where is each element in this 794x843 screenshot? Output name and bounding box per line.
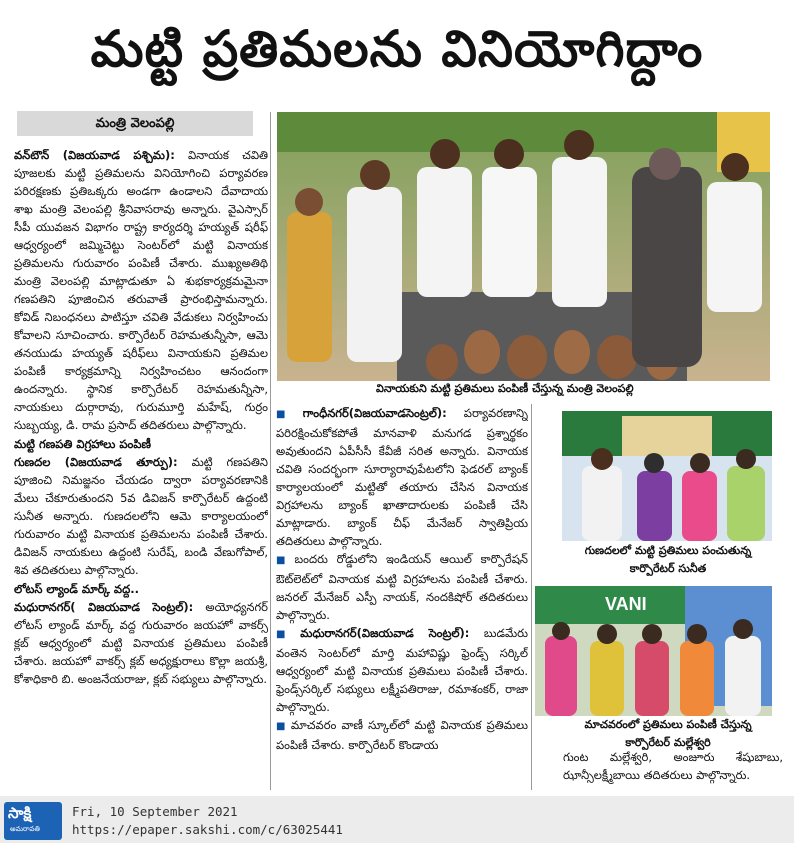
main-photo-caption: వినాయకుని మట్టి ప్రతిమలు పంపిణీ చేస్తున్న మంత్రి వెలంపల్లి bbox=[376, 382, 776, 396]
photo-machavaram-caption-line1: మాచవరంలో ప్రతిమలు పంపిణీ చేస్తున్న bbox=[563, 718, 773, 732]
article-body: మట్టి గణపతిని పూజించి నిమజ్జనం చేయడం ద్వారా పర్యావరణానికి మేలు చేకూరుతుందని 5వ డివిజన్ కార్పొరేటర్ ఉద్దంటి సునీత అన్నారు. గుణదలలోని ఆమె కార్యాలయంలో గురువారం మట్టి వినాయక ప్రతిమలను పంపిణీ చేశారు. డివిజన్ నాయకులు ఉద్దంటి సురేష్, బండి వేణుగోపాల్, శివ తదితరులు పాల్గొన్నారు. bbox=[14, 455, 268, 577]
article-body: పర్యావరణాన్ని పరిరక్షించుకోకపోతే మానవాళి మనుగడ ప్రశ్నార్థకం అవుతుందని ఏపీసీసీ కేవీజీ సరిత అన్నారు. వినాయక చవితి సందర్భంగా సూర్యారావుపేటలోని ఫెడరల్ బ్యాంక్ కార్యాలయంలో మట్టితో తయారు చేసిన వినాయక విగ్రహాలను బ్యాంక్ ఖాతాదారులకు పంపిణీ చేసి మాట్లాడారు. బ్యాంక్ చీఫ్ మేనేజర్ స్వాతిప్రియ తదితరులు పాల్గొన్నారు. bbox=[276, 406, 528, 548]
article-body: మాచవరం వాణీ స్కూల్‌లో మట్టి వినాయక ప్రతిమలు పంపిణీ చేశారు. కార్పొరేటర్ కొండాయ bbox=[276, 718, 528, 752]
column-divider bbox=[270, 112, 271, 790]
dateline: మధురానగర్(విజయవాడ సెంట్రల్): bbox=[300, 626, 470, 640]
headline: మట్టి ప్రతిమలను వినియోగిద్దాం bbox=[90, 19, 704, 78]
dateline: వన్‌టౌన్ (విజయవాడ పశ్చిమ): bbox=[14, 148, 175, 162]
bullet-icon: ■ bbox=[276, 721, 287, 732]
article-body: గుంట మల్లేశ్వరి, అంజూరు శేషుబాబు, ఝాన్సీలక్ష్మీబాయి తదితరులు పాల్గొన్నారు. bbox=[563, 750, 783, 782]
source-url-link[interactable]: https://epaper.sakshi.com/c/63025441 bbox=[72, 822, 343, 837]
photo-gunadala-caption-line2: కార్పొరేటర్ సునీత bbox=[563, 562, 773, 576]
photo-machavaram-image bbox=[535, 586, 772, 716]
photo-gunadala bbox=[562, 411, 772, 541]
photo-gunadala-caption-line1: గుణదలలో మట్టి ప్రతిమలు పంచుతున్న bbox=[563, 544, 773, 558]
dateline: గాంధీనగర్(విజయవాడసెంట్రల్): bbox=[302, 406, 447, 420]
photo-machavaram bbox=[535, 586, 772, 716]
vani-banner-text: VANI bbox=[605, 594, 647, 614]
middle-column bbox=[276, 404, 528, 794]
right-bottom-text bbox=[563, 748, 783, 792]
main-photo-image bbox=[277, 112, 770, 381]
logo-subtext: అమరావతి bbox=[10, 825, 40, 833]
bullet-icon: ■ bbox=[276, 409, 299, 420]
article-body: బుడమేరు వంతెన సెంటర్‌లో మార్తి మహావిష్ణు ఫ్రెండ్స్ సర్కిల్ ఆధ్వర్యంలో మట్టి వినాయక ప్రతిమలు పంపిణీ చేశారు. ఫ్రెండ్స్‌సర్కిల్ సభ్యులు లక్ష్మీపతిరాజు, రమాశంకర్, రాజా పాల్గొన్నారు. bbox=[276, 626, 528, 714]
article-body: బందరు రోడ్డులోని ఇండియన్ ఆయిల్ కార్పొరేషన్ ఔట్‌లెట్‌లో వినాయక మట్టి విగ్రహాలను పంపిణీ చేశారు. జనరల్ మేనేజర్ ఎస్పీ నాయక్, నందకిషోర్ తదితరులు పాల్గొన్నారు. bbox=[276, 552, 528, 622]
column-divider bbox=[531, 404, 532, 790]
publication-date: Fri, 10 September 2021 bbox=[72, 804, 238, 819]
photo-machavaram-caption-line2: కార్పొరేటర్ మల్లేశ్వరి bbox=[563, 736, 773, 750]
subheading: మట్టి గణపతి విగ్రహాలు పంపిణీ bbox=[14, 437, 152, 451]
bullet-icon: ■ bbox=[276, 629, 297, 640]
byline: మంత్రి వెలంపల్లి bbox=[17, 111, 253, 136]
bullet-icon: ■ bbox=[276, 555, 291, 566]
dateline: గుణదల (విజయవాడ తూర్పు): bbox=[14, 455, 178, 469]
left-column bbox=[14, 146, 268, 790]
subheading: లోటస్ ల్యాండ్ మార్క్ వద్ద.. bbox=[14, 582, 139, 596]
article-body: అయోధ్యనగర్ లోటస్ ల్యాండ్ మార్క్ వద్ద గురువారం జయహో వాకర్స్ క్లబ్ ఆధ్వర్యంలో మట్టి వినాయక ప్రతిమలు పంపిణీ చేశారు. జయహో వాకర్స్ క్లబ్ అధ్యక్షురాలు కొల్లా జయశ్రీ, కోశాధికారి బి. అంజనేయరాజు, క్లబ్ సభ్యులు పాల్గొన్నారు. bbox=[14, 600, 268, 686]
logo-text: సాక్షి bbox=[8, 804, 32, 822]
main-photo bbox=[277, 112, 770, 381]
dateline: మధురానగర్( విజయవాడ సెంట్రల్): bbox=[14, 600, 194, 614]
photo-gunadala-image bbox=[562, 411, 772, 541]
article-body: వినాయక చవితి పూజలకు మట్టి ప్రతిమలను వినియోగించి పర్యావరణ పరిరక్షణకు ప్రతిఒక్కరు అండగా ఉండాలని దేవాదాయ శాఖ మంత్రి వెలంపల్లి శ్రీనివాసరావు అన్నారు. వైఎస్సార్ సీపీ యువజన విభాగం రాష్ట్ర కార్యదర్శి హయ్యత్ షరీఫ్ ఆధ్వర్యంలో జమ్మిచెట్టు సెంటర్‌లో మట్టి వినాయక ప్రతిమలను గురువారం పంపిణీ చేశారు. ముఖ్యఅతిథి మంత్రి వెలంపల్లి మాట్లాడుతూ ఏ శుభకార్యక్రమమైనా గణపతిని పూజించిన తరువాతే ప్రారంభిస్తామన్నారు. కోవిడ్ నిబంధనలు పాటిస్తూ చవితి వేడుకలు నిర్వహించు కోవాలని సూచించారు. కార్పొరేటర్ రెహమతున్నీసా, ఆమె తనయుడు హయ్యత్ షరీఫ్‌లు వినాయకుని ప్రతిమల పంపిణీ కార్యక్రమాన్ని నిర్వహించటం ఆనందంగా ఉందన్నారు. స్థానిక కార్పొరేటర్ రెహమతున్నీసా, నాయకులు దుర్గారావు, గురుమూర్తి మహేష్, గుర్రం సుబ్బయ్య, డి. రామ ప్రసాద్ తదితరులు పాల్గొన్నారు. bbox=[14, 148, 268, 432]
